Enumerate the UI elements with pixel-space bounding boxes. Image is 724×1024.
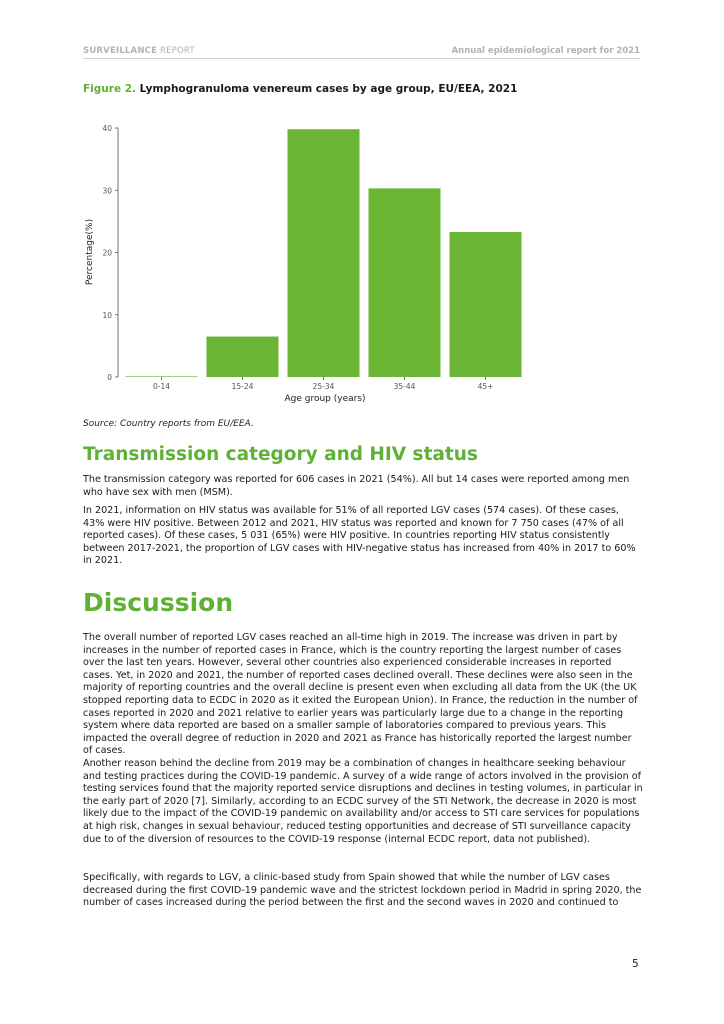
x-tick-label: 45+ <box>477 382 494 391</box>
paragraph-transmission: The transmission category was reported for 606 cases in 2021 (54%). All but 14 cases were reported among men who have sex with men (MSM). <box>83 474 630 498</box>
figure-number: Figure 2. <box>83 83 137 95</box>
bars <box>126 129 522 377</box>
page-number: 5 <box>632 958 639 970</box>
transmission-heading: Transmission category and HIV status <box>83 444 478 465</box>
figure-source: Source: Country reports from EU/EEA. <box>83 419 254 429</box>
bar-25-34 <box>288 129 360 377</box>
y-tick-label: 0 <box>107 373 112 382</box>
y-tick-label: 10 <box>102 310 112 320</box>
y-axis <box>102 124 118 382</box>
x-tick-label: 0-14 <box>152 382 171 391</box>
header-report-type <box>83 46 195 56</box>
y-tick-label: 30 <box>102 186 112 196</box>
age-group-bar-chart <box>80 118 530 410</box>
bar-0-14 <box>126 376 198 377</box>
paragraph-discussion-1: The overall number of reported LGV cases reached an all-time high in 2019. The increase was driven in part by increases in the number of reported cases in France, which is the country reporting the largest number of cases over the last ten years. However, several other countries also experienced considerable increases in reported cases. Yet, in 2020 and 2021, the number of reported cases declined overall. These declines were also seen in the majority of reporting countries and the overall decline is present even when excluding all data from the UK (the UK stopped reporting data to ECDC in 2020 as it exited the European Union). In France, the reduction in the number of cases reported in 2020 and 2021 relative to earlier years was particularly large due to a change in the reporting system where data reported are based on a smaller sample of laboratories compared to previous years. This impacted the overall degree of reduction in 2020 and 2021 as France has historically reported the largest number of cases. <box>83 632 638 757</box>
figure-caption: Lymphogranuloma venereum cases by age group, EU/EEA, 2021 <box>136 83 518 95</box>
figure-title <box>83 83 517 95</box>
x-tick-label: 15-24 <box>231 382 254 391</box>
paragraph-discussion-3: Specifically, with regards to LGV, a clinic-based study from Spain showed that while the number of LGV cases decreased during the first COVID-19 pandemic wave and the strictest lockdown period in Madrid in spring 2020, the number of cases increased during the period between the first and the second waves in 2020 and continued to <box>83 872 642 909</box>
y-tick-label: 40 <box>102 124 112 133</box>
x-axis <box>153 377 493 391</box>
discussion-heading: Discussion <box>83 588 234 617</box>
paragraph-discussion-2: Another reason behind the decline from 2019 may be a combination of changes in healthcare seeking behaviour and testing practices during the COVID-19 pandemic. A survey of a wide range of actors involved in the provision of testing services found that the majority reported service disruptions and declines in testing volumes, in particular in the early part of 2020 [7]. Similarly, according to an ECDC survey of the STI Network, the decrease in 2020 is most likely due to the impact of the COVID-19 pandemic on availability and/or access to STI care services for populations at high risk, changes in sexual behaviour, reduced testing opportunities and decrease of STI surveillance capacity due to of the diversion of resources to the COVID-19 response (internal ECDC report, data not published). <box>83 758 643 845</box>
header-report-light: REPORT <box>157 46 195 56</box>
page-header <box>83 44 640 59</box>
x-tick-label: 35-44 <box>393 382 416 391</box>
header-report-title: Annual epidemiological report for 2021 <box>451 46 640 56</box>
y-tick-label: 20 <box>102 248 112 258</box>
bar-15-24 <box>207 337 279 377</box>
header-report-bold: SURVEILLANCE <box>83 46 158 56</box>
paragraph-hiv-status: In 2021, information on HIV status was available for 51% of all reported LGV cases (574 cases). Of these cases, 43% were HIV positive. Between 2012 and 2021, HIV status was reported and known for 7 750 cases (47% of all reported cases). Of these cases, 5 031 (65%) were HIV positive. In countries reporting HIV status consistently between 2017-2021, the proportion of LGV cases with HIV-negative status has increased from 40% in 2017 to 60% in 2021. <box>83 505 636 567</box>
bar-45+ <box>450 232 522 377</box>
x-tick-label: 25-34 <box>312 382 335 391</box>
y-axis-label: Percentage(%) <box>85 218 95 286</box>
bar-35-44 <box>369 188 441 377</box>
x-axis-label: Age group (years) <box>284 394 366 404</box>
